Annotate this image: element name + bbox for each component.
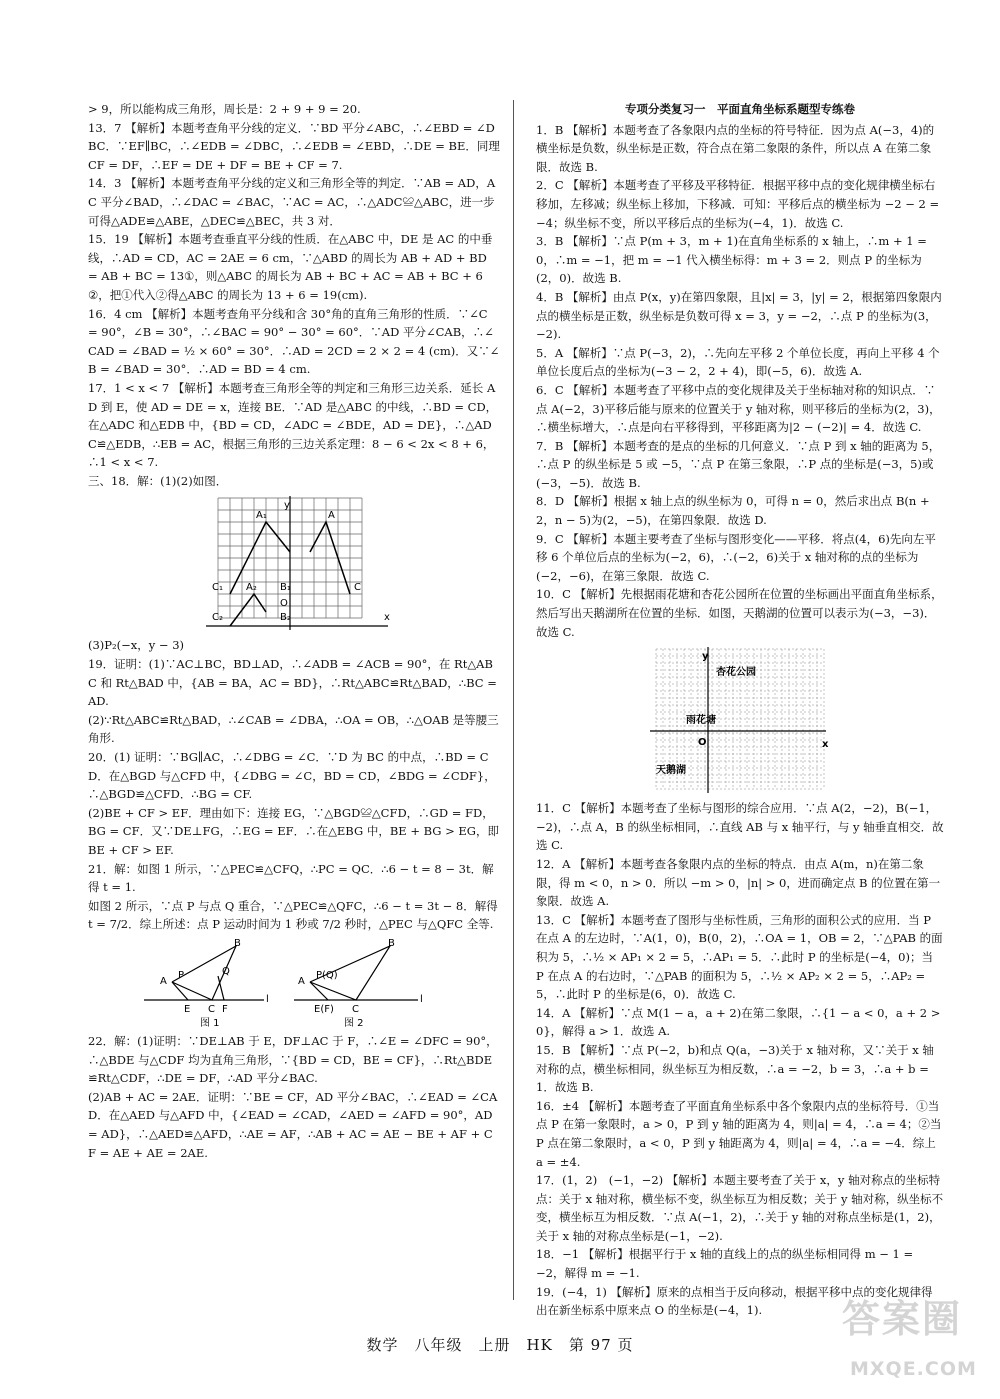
fig2-label-ef: E(F) [314, 1003, 334, 1015]
triangle-a2 [230, 594, 266, 626]
answer-r4: 4．B 【解析】由点 P(x，y)在第四象限，且|x| = 3，|y| = 2，根据第四象限内点的横坐标是正数，纵坐标是负数可得 x = 3，y = −2，∴点 P 的坐标为(3，−2). [536, 289, 942, 342]
answer-20-1: 20．(1) 证明：∵BG∥AC，∴∠DBG = ∠C．∵D 为 BC 的中点，∴BD = CD．在△BGD 与△CFD 中，{∠DBG = ∠C，BD = CD，∠BDG = ∠CDF}，∴△BGD≌△CFD．∴BG = CF. [88, 750, 496, 802]
label-c2: C₂ [212, 612, 223, 624]
right-column [536, 100, 944, 1320]
left-column [88, 100, 504, 1162]
figure-10-map-grid [536, 645, 944, 795]
answer-19-2: (2)∵Rt△ABC≌Rt△BAD，∴∠CAB = ∠DBA，∴OA = OB，∴△OAB 是等腰三角形. [88, 712, 499, 746]
fig1-label-l: l [266, 993, 269, 1005]
answer-15: 15．19 【解析】本题考查垂直平分线的性质．在△ABC 中，DE 是 AC 的中垂线，∴AD = CD，AC = 2AE = 6 cm，∵△ABD 的周长为 AB + AD + BD = AB + BC = 13①，则△ABC 的周长为 AB + BC + AC = AB + BC + 6②，把①代入②得△ABC 的周长为 13 + 6 = 19(cm). [88, 232, 493, 302]
answer-22-1: 22．解：(1)证明：∵DE⊥AB 于 E，DF⊥AC 于 F，∴∠E = ∠DFC = 90°，∴△BDE 与△CDF 均为直角三角形，∵{BD = CD，BE = CF}，∴Rt△BDE≌Rt△CDF，∴DE = DF，∴AD 平分∠BAC. [88, 1033, 498, 1086]
watermark-url: MXQE.COM [850, 1358, 977, 1380]
fig2-label-c: C [352, 1003, 359, 1015]
answer-r5: 5．A 【解析】∵点 P(−3，2)，∴先向左平移 2 个单位长度，再向上平移 4 个单位长度后点的坐标为(−3 − 2，2 + 4)，即(−5，6)．故选 A. [536, 345, 940, 379]
fig2-label-a: A [298, 975, 305, 987]
answer-r7: 7．B 【解析】本题考查的是点的坐标的几何意义．∵点 P 到 x 轴的距离为 5，∴点 P 的纵坐标是 5 或 −5，∵点 P 在第三象限，∴P 点的坐标是(−3，5)或(−3，−5)．故选 B. [536, 438, 941, 490]
fig1-label-p: P [178, 969, 185, 981]
watermark-logo [842, 1297, 992, 1390]
answer-r17: 17．(1，2) (−1，−2) 【解析】本题主要考查了关于 x，y 轴对称点的坐标特点：关于 x 轴对称，横坐标不变，纵坐标互为相反数；关于 y 轴对称，纵坐标不变，横坐标互为相反数．∵点 A(−1，2)，∴关于 y 轴的对称点坐标是(1，2)，关于 x 轴的对称点坐标是(−1，−2). [536, 1173, 944, 1243]
answer-r3: 3．B 【解析】∵点 P(m + 3，m + 1)在直角坐标系的 x 轴上，∴m + 1 = 0，∴m = −1，把 m = −1 代入横坐标得：m + 3 = 2．则点 P 的坐标为(2，0)．故选 B. [536, 234, 931, 286]
fig1-caption: 图 1 [200, 1017, 220, 1028]
label-a1: A₁ [256, 510, 267, 522]
answer-21-2: 如图 2 所示，∵点 P 与点 Q 重合，∵△PEC≌△QFC，∴6 − t = 3t − 8．解得 t = 7/2．综上所述：点 P 运动时间为 1 秒或 7/2 秒时，△PEC 与△QFC 全等. [88, 898, 502, 932]
column-divider [513, 100, 514, 1300]
answer-r19: 19．(−4，1) 【解析】原来的点相当于反向移动，根据平移中点的变化规律得出在新坐标系中原来点 O 的坐标是(−4，1). [536, 1284, 933, 1318]
answer-20-2: (2)BE + CF > EF．理由如下：连接 EG，∵△BGD≌△CFD，∴GD = FD，BG = CF．又∵DE⊥FG，∴EG = EF．∴在△EBG 中，BE + BG > EG，即 BE + CF > EF. [88, 805, 503, 857]
answer-16: 16．4 cm 【解析】本题考查角平分线和含 30°角的直角三角形的性质．∵∠C = 90°，∠B = 30°，∴∠BAC = 90° − 30° = 60°．∵AD 平分∠CAB，∴∠CAD = ∠BAD = ½ × 60° = 30°．∴AD = 2CD = 2 × 2 = 4 (cm)．又∵∠B = ∠BAD = 30°．∴AD = BD = 4 cm. [88, 306, 500, 377]
answer-r8: 8．D 【解析】根据 x 轴上点的纵坐标为 0，可得 n = 0，然后求出点 B(n + 2，n − 5)为(2，−5)，在第四象限．故选 D. [536, 494, 934, 528]
answer-13: 13．7 【解析】本题考查角平分线的定义．∵BD 平分∠ABC，∴∠EBD = ∠DBC．∵EF∥BC，∴∠EDB = ∠DBC，∴∠EDB = ∠EBD，∴DE = BE．同理 CF = DF，∴EF = DE + DF = BE + CF = 7. [88, 120, 504, 172]
answer-r1: 1．B 【解析】本题考查了各象限内点的坐标的符号特征．因为点 A(−3，4)的横坐标是负数，纵坐标是正数，符合点在第二象限的条件，所以点 A 在第二象限．故选 B. [536, 122, 935, 174]
fig18-y-label: y [284, 500, 290, 512]
answer-r12: 12．A 【解析】本题考查各象限内点的坐标的特点．由点 A(m，n)在第二象限，得 m < 0，n > 0．所以 −m > 0，|n| > 0，进而确定点 B 的位置在第一象限．故选 A. [536, 857, 941, 909]
figure-21 [88, 938, 500, 1028]
answer-r2: 2．C 【解析】本题考查了平移及平移特征．根据平移中点的变化规律横坐标右移加，左移减；纵坐标上移加，下移减．可知：平移后点的横坐标为 −2 − 2 = −4；纵坐标不变，所以平移后点的坐标为(−4，1)．故选 C. [536, 178, 943, 230]
watermark-text: 答案圈 [842, 1297, 963, 1341]
fig10-x-label: x [822, 739, 829, 751]
label-b1: B₁ [280, 582, 291, 594]
answer-r10: 10．C 【解析】先根据雨花塘和杏花公园所在位置的坐标画出平面直角坐标系，然后写出天鹅湖所在位置的坐标．如图，天鹅湖的位置可以表示为(−3，−3)．故选 C. [536, 587, 943, 639]
label-b2: B₂ [280, 612, 291, 624]
label-c1: C₁ [212, 582, 223, 594]
answer-r6: 6．C 【解析】本题考查了平移中点的变化规律及关于坐标轴对称的知识点．∵点 A(−2，3)平移后能与原来的位置关于 y 轴对称，则平移后的坐标为(2，3)，∴横坐标增大，∴点是向右平移得到，平移距离为|2 − (−2)| = 4．故选 C. [536, 382, 941, 435]
answer-r9: 9．C 【解析】本题主要考查了坐标与图形变化——平移．将点(4，6)先向左平移 6 个单位后点的坐标为(−2，6)，∴(−2，6)关于 x 轴对称的点的坐标为(−2，−6)，在第三象限．故选 C. [536, 531, 936, 583]
fig18-origin: O [280, 598, 288, 610]
page-footer: 数学 八年级 上册 HK 第 97 页 [366, 1336, 634, 1354]
fig2-label-l: l [420, 993, 423, 1005]
answer-r11: 11．C 【解析】本题考查了坐标与图形的综合应用．∵点 A(2，−2)，B(−1，−2)，∴点 A，B 的纵坐标相同，∴直线 AB 与 x 轴平行，与 y 轴垂直相交．故选 C. [536, 801, 944, 853]
answer-r14: 14．A 【解析】∵点 M(1 − a，a + 2)在第二象限，∴{1 − a < 0，a + 2 > 0}，解得 a > 1．故选 A. [536, 1005, 945, 1039]
fig2-label-b: B [388, 937, 395, 949]
answer-21-1: 21．解：如图 1 所示，∵△PEC≌△CFQ，∴PC = QC．∴6 − t = 8 − 3t．解得 t = 1. [88, 861, 494, 895]
fig2-segment [310, 982, 328, 1000]
figure-18-grid [88, 494, 500, 632]
fig18-x-label: x [384, 612, 390, 624]
axes [206, 496, 388, 630]
label-tiane-lake: 天鹅湖 [656, 765, 686, 777]
answer-18-3: (3)P₂(−x，y − 3) [88, 638, 184, 653]
answer-r18: 18．−1 【解析】根据平行于 x 轴的直线上的点的纵坐标相同得 m − 1 = −2，解得 m = −1. [536, 1247, 917, 1281]
answer-18: 三、18．解：(1)(2)如图． [88, 473, 228, 488]
answer-19-1: 19．证明：(1)∵AC⊥BC，BD⊥AD，∴∠ADB = ∠ACB = 90°，在 Rt△ABC 和 Rt△BAD 中，{AB = BA，AC = BD}，∴Rt△ABC≌Rt△BAD，∴BC = AD. [88, 657, 501, 709]
answer-22-2: (2)AB + AC = 2AE．证明：∵BE = CF，AD 平分∠BAC，∴∠EAD = ∠CAD．在△AED 与△AFD 中，{∠EAD = ∠CAD，∠AED = ∠AFD = 90°，AD = AD}，∴△AED≌△AFD，∴AE = AF，∴AB + AC = AE − BE + AF + CF = AE + AE = 2AE. [88, 1089, 498, 1160]
label-a: A [328, 510, 335, 522]
label-xinghua-park: 杏花公园 [716, 667, 756, 679]
fig1-label-q: Q [222, 965, 230, 977]
fig1-label-b: B [234, 937, 241, 949]
fig10-y-label: y [702, 651, 709, 663]
fig1-label-c: C [208, 1003, 215, 1015]
answer-17: 17．1 < x < 7 【解析】本题考查三角形全等的判定和三角形三边关系．延长 AD 到 E，使 AD = DE = x，连接 BE．∵AD 是△ABC 的中线，∴BD = CD，在△ADC 和△EDB 中，{BD = CD，∠ADC = ∠BDE，AD = DE}，∴△ADC≌△EDB，∴EB = AC，根据三角形的三边关系定理：8 − 6 < 2x < 8 + 6，∴1 < x < 7. [88, 380, 498, 470]
fig2-label-pq: P(Q) [316, 969, 338, 981]
label-yuhua-pond: 雨花塘 [686, 715, 716, 727]
fig1-label-f: F [222, 1003, 228, 1015]
answer-line: > 9，所以能构成三角形，周长是：2 + 9 + 9 = 20. [88, 102, 361, 116]
fig2-caption: 图 2 [344, 1017, 364, 1028]
label-c: C [354, 582, 361, 594]
fig1-segment-pe [172, 982, 188, 1000]
label-a2: A₂ [246, 582, 257, 594]
fig10-origin: O [698, 737, 707, 749]
answer-r16: 16．±4 【解析】本题考查了平面直角坐标系中各个象限内点的坐标符号．①当点 P 在第一象限时，a > 0，P 到 y 轴的距离为 4，则|a| = 4，∴a = 4；②当 P 点在第二象限时，a < 0，P 到 y 轴距离为 4，则|a| = 4，∴a = −4．综上 a = ±4. [536, 1098, 945, 1169]
fig1-label-a: A [160, 975, 167, 987]
answer-14: 14．3 【解析】本题考查角平分线的定义和三角形全等的判定．∵AB = AD，AC 平分∠BAD，∴∠DAC = ∠BAC，∵AC = AC，∴△ADC≌△ABC，进一步可得△ADE≌△ABE，△DEC≌△BEC，共 3 对． [88, 176, 496, 228]
answer-r13: 13．C 【解析】本题考查了图形与坐标性质，三角形的面积公式的应用．当 P 在点 A 的左边时，∵A(1，0)，B(0，2)，∴OA = 1，OB = 2，∵△PAB 的面积为 5，∴½ × AP₁ × 2 = 5，∴AP₁ = 5．∴此时 P 的坐标是(−4，0)；当 P 在点 A 的右边时，∵△PAB 的面积为 5，∴½ × AP₂ × 2 = 5，∴AP₂ = 5，∴此时 P 的坐标是(6，0)．故选 C. [536, 912, 943, 1002]
section-header: 专项分类复习一 平面直角坐标系题型专练卷 [625, 102, 855, 116]
answer-r15: 15．B 【解析】∵点 P(−2，b)和点 Q(a，−3)关于 x 轴对称，又∵关于 x 轴对称的点，横坐标相同，纵坐标互为相反数，∴a = −2，b = 3，∴a + b = 1．故选 B. [536, 1042, 934, 1095]
fig1-label-e: E [184, 1003, 191, 1015]
